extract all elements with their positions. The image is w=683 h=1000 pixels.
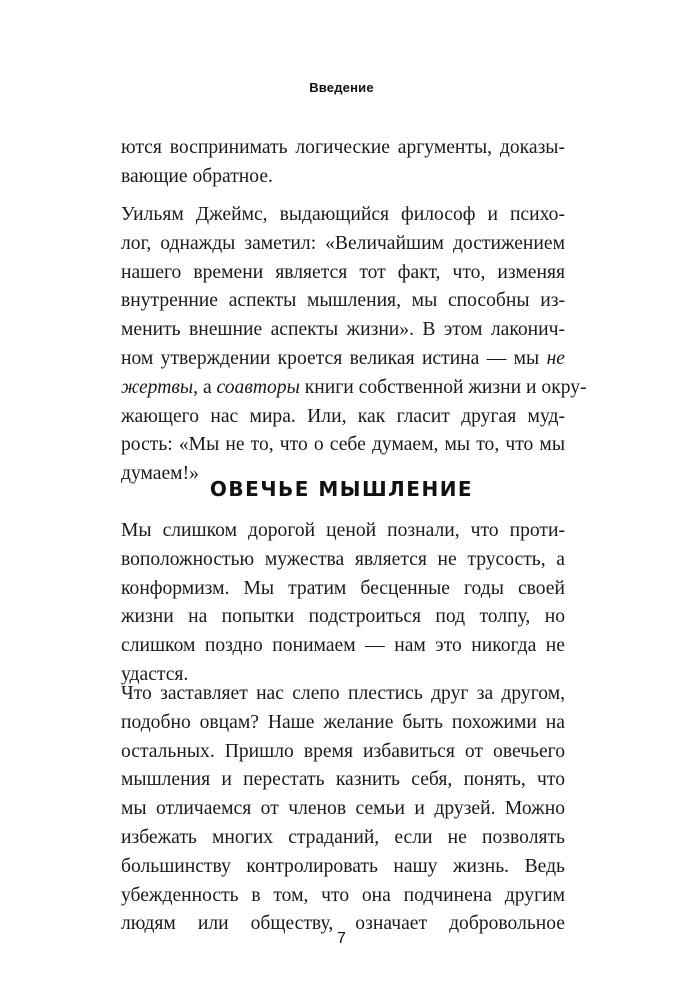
paragraph-2 bbox=[121, 201, 587, 489]
text-line: жизни на попытки подстроиться под толпу, но bbox=[121, 606, 565, 628]
text-line: убежденность в том, что она подчинена другим bbox=[121, 884, 565, 906]
text-line: избежать многих страданий, если не позволять bbox=[121, 826, 565, 848]
text-line: остальных. Пришло время избавиться от овечьего bbox=[121, 740, 565, 762]
text-line: слишком поздно понимаем — нам это никогда не bbox=[121, 635, 565, 657]
text-line bbox=[121, 374, 587, 403]
text-line: удастся. bbox=[121, 663, 189, 685]
text-segment: ном утверждении кроется великая истина — мы bbox=[121, 347, 540, 369]
text-segment: книги собственной жизни и окру- bbox=[299, 376, 587, 398]
text-line: людям или обществу, означает добровольное bbox=[121, 913, 565, 935]
section-heading: ОВЕЧЬЕ МЫШЛЕНИЕ bbox=[209, 477, 474, 501]
section-paragraph-2 bbox=[121, 680, 565, 939]
text-segment: , а bbox=[193, 376, 217, 398]
text-line: нашего времени является тот факт, что, изменяя bbox=[121, 261, 565, 283]
text-line: воположностью мужества является не трусость, а bbox=[121, 548, 565, 570]
italic-word: соавторы bbox=[216, 376, 300, 398]
page-number: 7 bbox=[337, 930, 346, 947]
text-line: конформизм. Мы тратим бесценные годы своей bbox=[121, 577, 565, 599]
paragraph-1 bbox=[121, 134, 565, 192]
italic-word: жертвы bbox=[121, 376, 194, 398]
section-paragraph-1 bbox=[121, 517, 565, 690]
text-line: мы отличаемся от членов семьи и друзей. Можно bbox=[121, 798, 565, 820]
text-line bbox=[121, 345, 565, 374]
text-line: Уильям Джеймс, выдающийся философ и психо- bbox=[121, 204, 565, 225]
text-line: жающего нас мира. Или, как гласит другая муд- bbox=[121, 405, 565, 427]
running-head: Введение bbox=[309, 80, 374, 95]
text-line: подобно овцам? Наше желание быть похожими на bbox=[121, 711, 565, 733]
text-line: ются воспринимать логические аргументы, доказы- bbox=[121, 137, 565, 158]
text-line: Что заставляет нас слепо плестись друг за другом, bbox=[121, 683, 565, 704]
italic-word: не bbox=[546, 347, 565, 369]
text-line: мышления и перестать казнить себя, понять, что bbox=[121, 769, 565, 791]
text-line: Мы слишком дорогой ценой познали, что проти- bbox=[121, 520, 565, 541]
text-line: внутренние аспекты мышления, мы способны из- bbox=[121, 290, 565, 312]
text-line: лог, однажды заметил: «Величайшим достижением bbox=[121, 232, 565, 254]
text-line: думаем!» bbox=[121, 463, 199, 485]
text-line: рость: «Мы не то, что о себе думаем, мы то, что мы bbox=[121, 434, 565, 456]
text-line: менить внешние аспекты жизни». В этом лаконич- bbox=[121, 319, 565, 341]
text-line: вающие обратное. bbox=[121, 165, 273, 187]
text-line: большинству контролировать нашу жизнь. Ведь bbox=[121, 855, 565, 877]
